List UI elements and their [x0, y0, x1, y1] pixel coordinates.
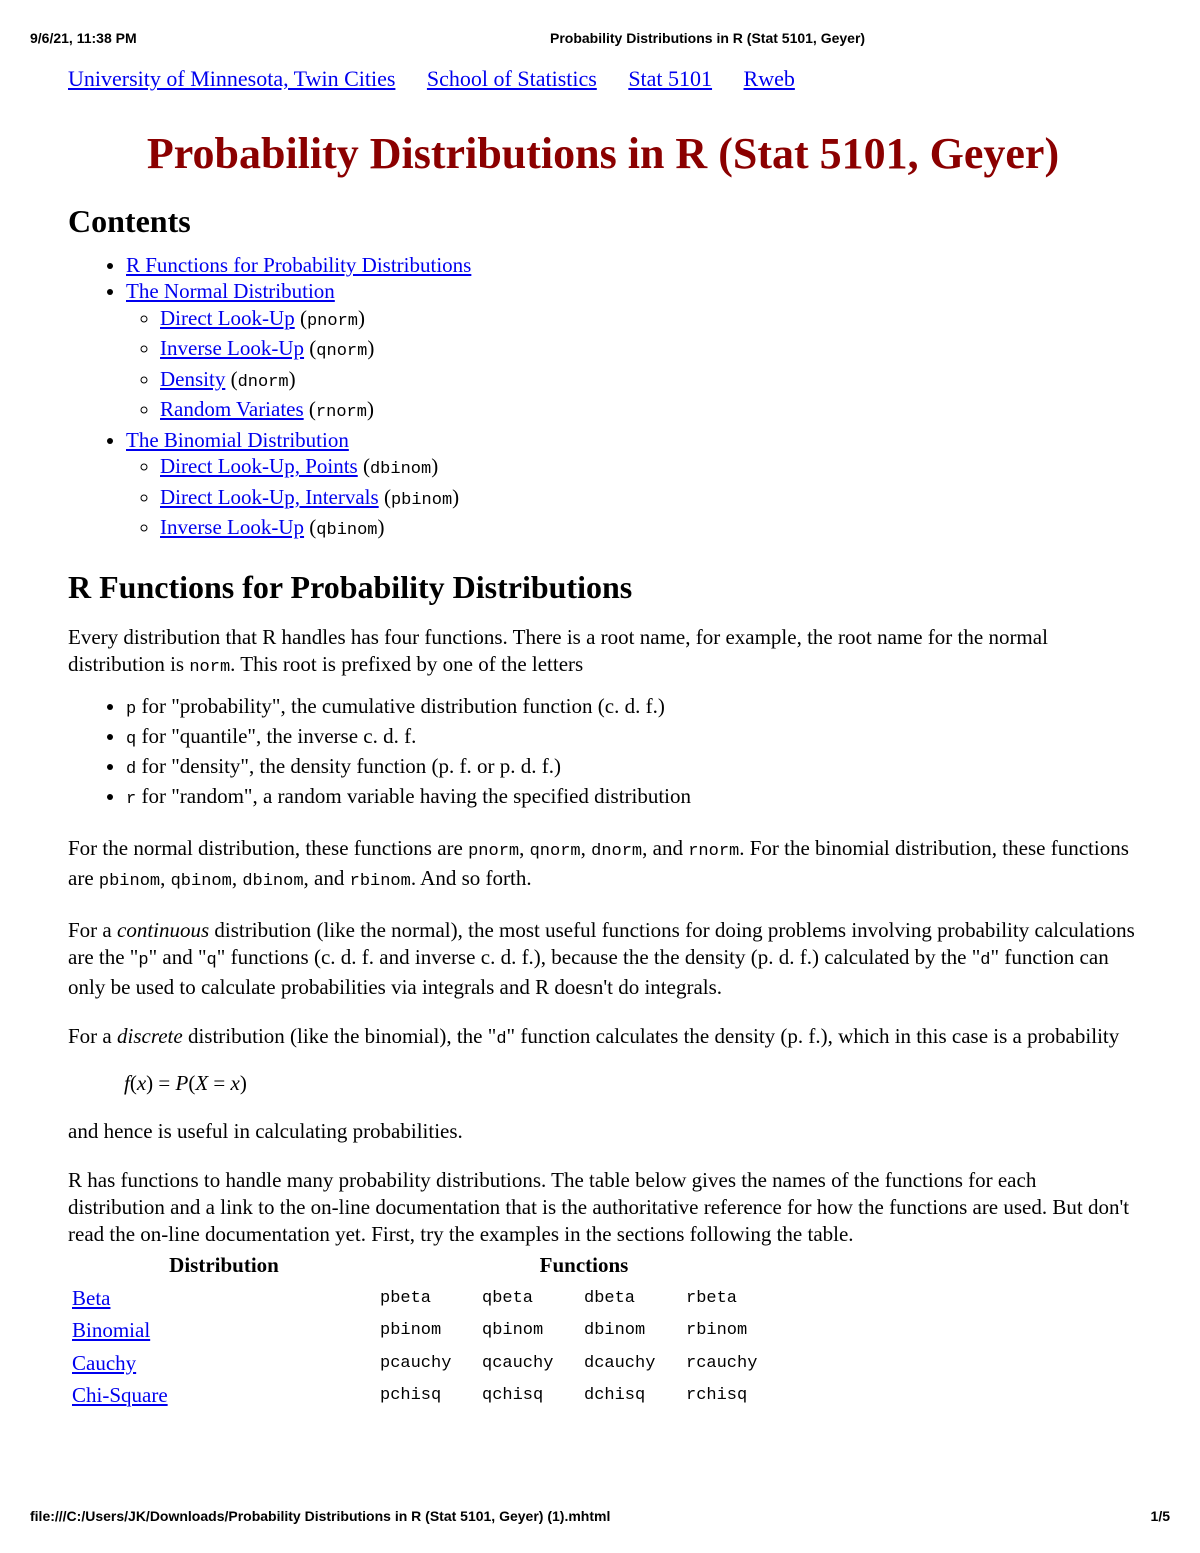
toc-subitem: ◦ Density (dnorm) [160, 366, 1138, 397]
function-cell: rbeta [686, 1288, 738, 1308]
text: " functions (c. d. f. and inverse c. d. f.), because the the density (p. d. f.) calculated by the " [216, 944, 981, 969]
code-text: rnorm [688, 841, 740, 861]
nav-link-rweb[interactable]: Rweb [743, 66, 795, 91]
code-text: q [206, 950, 217, 970]
code-text: p [138, 950, 149, 970]
paragraph-table-intro: R has functions to handle many probability distributions. The table below gives the names of the functions for each distribution and a link to the on-line documentation that is the authoritative reference for how the functions are used. But don't read the on-line documentation yet. First, try the examples in the sections following the table. [68, 1167, 1130, 1246]
text: . For the binomial distribution, these functions are [68, 835, 1129, 890]
function-cell: dchisq [584, 1386, 646, 1406]
toc-item [126, 252, 1138, 279]
print-page-number: 1/5 [1150, 1508, 1170, 1524]
text: , and [303, 865, 350, 890]
toc-link-normal-direct[interactable]: Direct Look-Up [160, 305, 295, 330]
toc-subitem: ◦ Direct Look-Up, Points (dbinom) [160, 453, 1138, 484]
text: Every distribution that R handles has four functions. There is a root name, for example, the root name for the normal distribution is [68, 624, 1048, 676]
text: , [580, 835, 592, 860]
table-row [68, 1379, 788, 1412]
distribution-link-binomial[interactable]: Binomial [72, 1318, 151, 1343]
code-text: norm [189, 657, 231, 677]
list-item [126, 693, 1138, 723]
section-heading: R Functions for Probability Distributions [68, 568, 633, 605]
toc-link-normal-inverse[interactable]: Inverse Look-Up [160, 336, 305, 361]
paragraph-continuous [68, 917, 1138, 1001]
formula-text: ( [129, 1070, 137, 1095]
toc-subitem: ◦ Inverse Look-Up (qnorm) [160, 335, 1138, 366]
page-title: Probability Distributions in R (Stat 5101, Geyer) [146, 129, 1060, 178]
table-row [68, 1314, 788, 1347]
formula-f: f [124, 1070, 130, 1095]
text: , [231, 865, 243, 890]
table-row [68, 1347, 788, 1380]
distribution-table [68, 1250, 788, 1412]
code-text: qbinom [170, 871, 232, 891]
text: For the normal distribution, these functions are [68, 835, 469, 860]
code-text: pnorm [306, 311, 358, 331]
toc-link-normal-random[interactable]: Random Variates [160, 397, 304, 422]
toc-subitem: ◦ Inverse Look-Up (qbinom) [160, 514, 1138, 545]
distribution-link-beta[interactable]: Beta [72, 1285, 111, 1310]
nav-link-stat5101[interactable]: Stat 5101 [628, 66, 713, 91]
code-text: d [980, 950, 991, 970]
formula-X: X [195, 1070, 209, 1095]
function-cell: qbeta [482, 1288, 534, 1308]
page-content [68, 66, 1138, 1412]
text: . This root is prefixed by one of the letters [230, 651, 584, 676]
text: for "quantile", the inverse c. d. f. [136, 723, 417, 748]
distribution-link-cauchy[interactable]: Cauchy [72, 1350, 137, 1375]
code-text: q [126, 729, 137, 749]
text: for "random", a random variable having the specified distribution [136, 783, 692, 808]
code-text: d [496, 1029, 507, 1049]
code-text: dnorm [237, 372, 289, 392]
code-text: rnorm [315, 403, 367, 423]
toc-sublist [126, 453, 1138, 545]
function-cell: pbeta [380, 1288, 432, 1308]
code-text: dbinom [369, 460, 432, 480]
print-date: 9/6/21, 11:38 PM [30, 30, 137, 46]
toc-subitem: ◦ Random Variates (rnorm) [160, 396, 1138, 427]
code-text: pnorm [468, 841, 520, 861]
nav-link-umn[interactable]: University of Minnesota, Twin Cities [68, 66, 396, 91]
distribution-link-chi-square[interactable]: Chi-Square [72, 1383, 168, 1408]
toc-link-binomial-inverse[interactable]: Inverse Look-Up [160, 515, 305, 540]
function-cell: qbinom [482, 1321, 544, 1341]
nav-link-school[interactable]: School of Statistics [426, 66, 597, 91]
prefix-list [68, 693, 1138, 813]
code-text: dnorm [591, 841, 643, 861]
toc-subitem: ◦ Direct Look-Up (pnorm) [160, 305, 1138, 336]
list-item [126, 783, 1138, 813]
toc-link-normal-density[interactable]: Density [160, 366, 226, 391]
distribution-name-cell [68, 1347, 380, 1380]
table-row [68, 1282, 788, 1315]
list-item [126, 723, 1138, 753]
contents-heading: Contents [68, 202, 191, 239]
code-text: pbinom [98, 871, 161, 891]
text: distribution (like the binomial), the " [182, 1023, 497, 1048]
function-cell: dbeta [584, 1288, 636, 1308]
function-cell: qcauchy [482, 1353, 554, 1373]
toc-link-r-functions[interactable]: R Functions for Probability Distributions [126, 252, 472, 277]
toc-link-binomial-intervals[interactable]: Direct Look-Up, Intervals [160, 484, 379, 509]
print-title: Probability Distributions in R (Stat 5101, Geyer) [550, 30, 866, 46]
function-cell: dcauchy [584, 1353, 656, 1373]
text: , [519, 835, 530, 860]
code-text: r [126, 789, 137, 809]
emphasis: discrete [117, 1023, 183, 1048]
toc-link-binomial[interactable]: The Binomial Distribution [126, 427, 349, 452]
toc-link-normal[interactable]: The Normal Distribution [126, 279, 335, 304]
function-cell: rbinom [686, 1321, 748, 1341]
formula-x: x [230, 1070, 240, 1095]
function-cell: qchisq [482, 1386, 544, 1406]
text: " function can only be used to calculate probabilities via integrals and R doesn't do integrals. [68, 944, 1109, 999]
code-text: qnorm [316, 342, 368, 362]
formula-text: ) = [146, 1070, 176, 1095]
formula-x: x [136, 1070, 147, 1095]
function-cell: dbinom [584, 1321, 646, 1341]
list-item [126, 753, 1138, 783]
code-text: qnorm [529, 841, 581, 861]
formula [124, 1071, 1138, 1096]
function-cell: pcauchy [380, 1353, 452, 1373]
column-header-distribution: Distribution [169, 1253, 279, 1278]
text: for "probability", the cumulative distribution function (c. d. f.) [136, 693, 665, 718]
text: For a [68, 917, 117, 942]
toc-link-binomial-points[interactable]: Direct Look-Up, Points [160, 454, 358, 479]
function-cell: rcauchy [686, 1353, 758, 1373]
toc-subitem: ◦ Direct Look-Up, Intervals (pbinom) [160, 484, 1138, 515]
distribution-name-cell [68, 1379, 380, 1412]
table-header-row [68, 1250, 788, 1282]
distribution-name-cell [68, 1282, 380, 1315]
text: distribution (like the normal), the most useful functions for doing problems involving probability calculations are the " [68, 917, 1135, 969]
text: for "density", the density function (p. f. or p. d. f.) [136, 753, 562, 778]
formula-P: P [175, 1070, 189, 1095]
code-text: d [126, 759, 137, 779]
code-text: dbinom [242, 871, 304, 891]
column-header-functions: Functions [539, 1253, 629, 1278]
distribution-name-cell [68, 1314, 380, 1347]
text: . And so forth. [410, 865, 532, 890]
emphasis: continuous [117, 917, 210, 942]
paragraph-intro [68, 624, 1138, 681]
paragraph-discrete [68, 1023, 1138, 1053]
print-file-path: file:///C:/Users/JK/Downloads/Probability Distributions in R (Stat 5101, Geyer) (1).mhtml [30, 1508, 611, 1524]
text: For a [68, 1023, 117, 1048]
text: , [160, 865, 171, 890]
text: , and [642, 835, 689, 860]
paragraph-function-names [68, 835, 1138, 895]
code-text: pbinom [390, 490, 453, 510]
code-text: rbinom [349, 871, 411, 891]
function-cell: pbinom [380, 1321, 442, 1341]
toc-item [126, 427, 1138, 545]
toc-item [126, 278, 1138, 427]
formula-text: = [208, 1070, 231, 1095]
formula-text: ) [239, 1070, 247, 1095]
code-text: qbinom [316, 521, 378, 541]
text: " and " [148, 944, 207, 969]
code-text: p [126, 699, 137, 719]
formula-text: ( [188, 1070, 196, 1095]
function-cell: rchisq [686, 1386, 748, 1406]
paragraph-hence: and hence is useful in calculating probabilities. [68, 1118, 463, 1143]
text: " function calculates the density (p. f.), which in this case is a probability [506, 1023, 1120, 1048]
toc-sublist [126, 305, 1138, 427]
function-cell: pchisq [380, 1386, 442, 1406]
table-of-contents [68, 252, 1138, 545]
top-nav [68, 66, 1138, 92]
